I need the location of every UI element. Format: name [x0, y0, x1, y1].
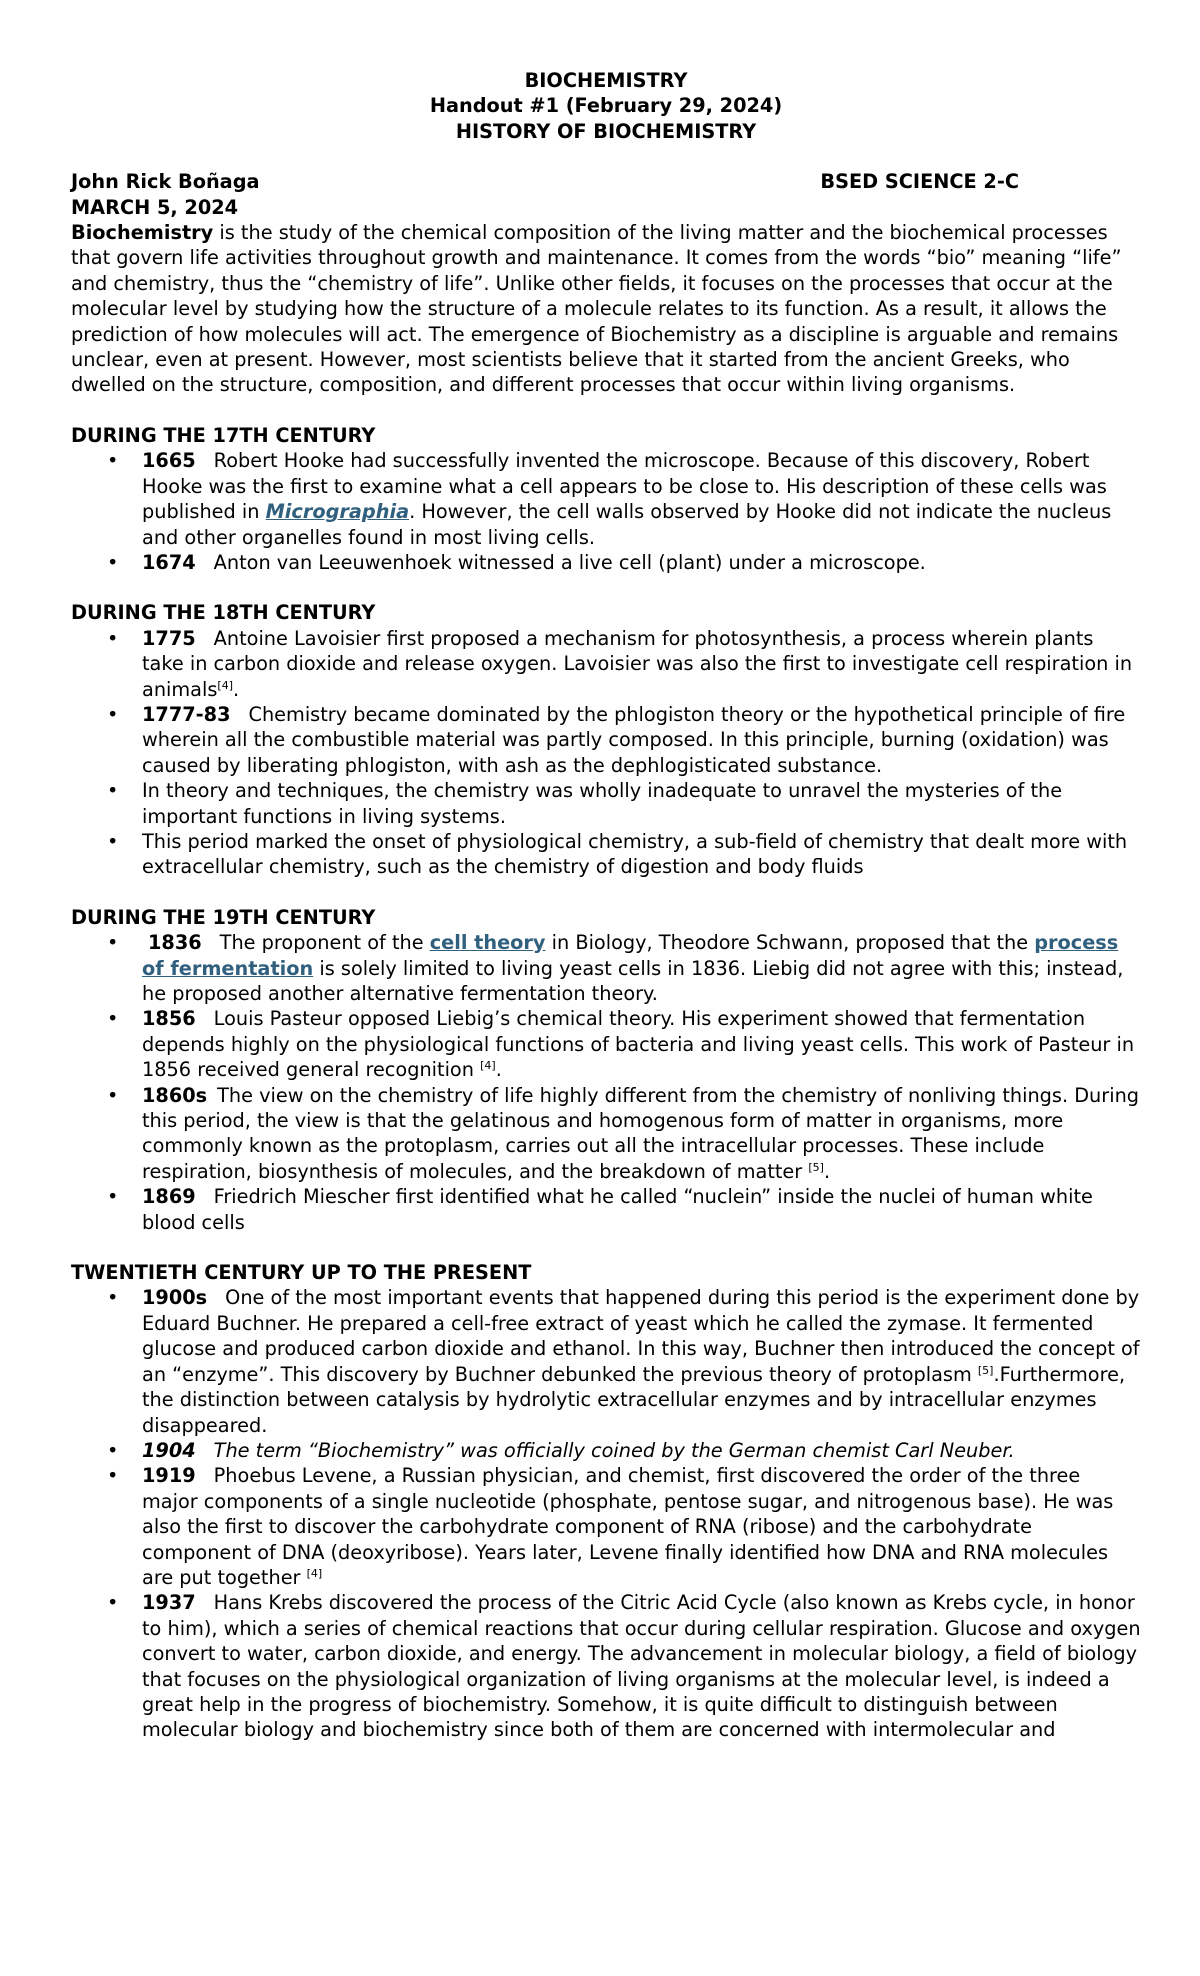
event-text: This period marked the onset of physiological chemistry, a sub-field of chemistry that dealt more with extracellular chemistry, such as the chemistry of digestion and body fluids [142, 829, 1128, 879]
course-section: BSED SCIENCE 2-C [820, 170, 1019, 194]
event-year: 1904 [142, 1438, 196, 1462]
list-item [71, 1285, 1141, 1437]
document-header [71, 68, 1141, 144]
list-19th [71, 930, 1141, 1235]
reference-mark: [4] [480, 1059, 496, 1073]
list-20th [71, 1285, 1141, 1742]
topic-title: HISTORY OF BIOCHEMISTRY [455, 119, 757, 143]
event-text: In theory and techniques, the chemistry was wholly inadequate to unravel the mysteries of the important functions in living systems. [142, 779, 1063, 828]
event-year: 1860s [142, 1083, 208, 1107]
punctuation: . [823, 1159, 831, 1183]
intro-term: Biochemistry [71, 221, 214, 245]
event-year: 1775 [142, 626, 196, 650]
intro-paragraph [71, 220, 1141, 398]
event-year: 1836 [148, 931, 202, 955]
event-text: The proponent of the [219, 931, 430, 955]
list-item [71, 626, 1141, 702]
list-item [71, 930, 1141, 1006]
event-year: 1665 [142, 449, 196, 473]
reference-mark: [5] [977, 1363, 994, 1377]
event-text: Anton van Leeuwenhoek witnessed a live cell (plant) under a microscope. [213, 550, 926, 574]
section-heading-19th: DURING THE 19TH CENTURY [71, 905, 376, 929]
reference-mark: [4] [217, 678, 233, 692]
punctuation: . [495, 1058, 502, 1082]
list-item [71, 1463, 1141, 1590]
list-item [71, 550, 1141, 575]
event-text: . However, the cell walls observed by Hooke did not indicate the nucleus and other organelles found in most living cells. [142, 500, 1112, 549]
author-name: John Rick Boñaga [71, 170, 260, 194]
micrographia-link[interactable]: Micrographia [265, 500, 410, 524]
event-year: 1919 [142, 1464, 196, 1488]
list-item [71, 1083, 1141, 1185]
handout-line: Handout #1 (February 29, 2024) [429, 94, 783, 118]
event-text: Louis Pasteur opposed Liebig’s chemical theory. His experiment showed that fermentation depends highly on the physiological functions of bacteria and living yeast cells. This work of Pasteur in 1856 received general recognition [142, 1007, 1135, 1082]
event-text: Friedrich Miescher first identified what he called “nuclein” inside the nuclei of human white blood cells [142, 1185, 1093, 1234]
submission-date: MARCH 5, 2024 [71, 195, 239, 219]
section-heading-18th: DURING THE 18TH CENTURY [71, 601, 376, 625]
list-item [71, 1590, 1141, 1742]
event-year: 1856 [142, 1007, 196, 1031]
list-item [71, 448, 1141, 550]
reference-mark: [5] [808, 1160, 824, 1174]
document-page [71, 68, 1141, 1743]
event-text: Phoebus Levene, a Russian physician, and chemist, first discovered the order of the three major components of a single nucleotide (phosphate, pentose sugar, and nitrogenous base). He was also the first to discover the carbohydrate component of RNA (ribose) and the carbohydrate component of DNA (deoxyribose). Years later, Levene finally identified how DNA and RNA molecules are put together [142, 1464, 1114, 1589]
event-text: One of the most important events that happened during this period is the experiment done by Eduard Buchner. He prepared a cell-free extract of yeast which he called the zymase. It fermented glucose and produced carbon dioxide and ethanol. In this way, Buchner then introduced the concept of an “enzyme”. This discovery by Buchner debunked the previous theory of protoplasm [142, 1286, 1140, 1386]
document-title: BIOCHEMISTRY [524, 69, 688, 92]
event-text: Antoine Lavoisier first proposed a mechanism for photosynthesis, a process wherein plants take in carbon dioxide and release oxygen. Lavoisier was also the first to investigate cell respiration in animals [142, 626, 1133, 701]
list-item [71, 1006, 1141, 1082]
event-year: 1674 [142, 550, 196, 574]
list-18th [71, 626, 1141, 880]
process-of-fermentation-link[interactable]: process of fermentation [142, 931, 1119, 980]
event-text: The term “Biochemistry” was officially coined by the German chemist Carl Neuber. [213, 1438, 1015, 1462]
event-year: 1900s [142, 1286, 208, 1310]
list-item [71, 778, 1141, 829]
event-text: is solely limited to living yeast cells in 1836. Liebig did not agree with this; instead, he proposed another alternative fermentation theory. [142, 956, 1124, 1005]
reference-mark: [4] [306, 1566, 323, 1580]
section-heading-17th: DURING THE 17TH CENTURY [71, 423, 376, 447]
event-year: 1937 [142, 1591, 196, 1615]
event-text: .Furthermore, the distinction between catalysis by hydrolytic extracellular enzymes and by intracellular enzymes disappeared. [142, 1362, 1126, 1437]
event-text: Chemistry became dominated by the phlogiston theory or the hypothetical principle of fire wherein all the combustible material was partly composed. In this principle, burning (oxidation) was caused by liberating phlogiston, with ash as the dephlogisticated substance. [142, 702, 1126, 777]
event-year: 1869 [142, 1185, 196, 1209]
punctuation: . [233, 677, 240, 701]
list-item [71, 702, 1141, 778]
list-item [71, 1438, 1141, 1463]
event-text: Hans Krebs discovered the process of the Citric Acid Cycle (also known as Krebs cycle, in honor to him), which a series of chemical reactions that occur during cellular respiration. Glucose and oxygen convert to water, carbon dioxide, and energy. The advancement in molecular biology, a field of biology that focuses on the physiological organization of living organisms at the molecular level, is indeed a great help in the progress of biochemistry. Somehow, it is quite difficult to distinguish between molecular biology and biochemistry since both of them are concerned with intermolecular and [142, 1591, 1141, 1742]
event-text: in Biology, Theodore Schwann, proposed that the [545, 931, 1035, 955]
event-year: 1777-83 [142, 702, 231, 726]
section-heading-20th: TWENTIETH CENTURY UP TO THE PRESENT [71, 1261, 532, 1285]
cell-theory-link[interactable]: cell theory [429, 931, 546, 955]
event-text: Robert Hooke had successfully invented the microscope. Because of this discovery, Robert Hooke was the first to examine what a cell appears to be close to. His description of these cells was published in [142, 449, 1107, 524]
list-item [71, 829, 1141, 880]
intro-body: is the study of the chemical composition of the living matter and the biochemical processes that govern life activities throughout growth and maintenance. It comes from the words “bio” meaning “life” and chemistry, thus the “chemistry of life”. Unlike other fields, it focuses on the processes that occur at the molecular level by studying how the structure of a molecule relates to its function. As a result, it allows the prediction of how molecules will act. The emergence of Biochemistry as a discipline is arguable and remains unclear, even at present. However, most scientists believe that it started from the ancient Greeks, who dwelled on the structure, composition, and different processes that occur within living organisms. [71, 221, 1122, 397]
list-17th [71, 448, 1141, 575]
event-text: The view on the chemistry of life highly different from the chemistry of nonliving things. During this period, the view is that the gelatinous and homogenous form of matter in organisms, more commonly known as the protoplasm, carries out all the intracellular processes. These include respiration, biosynthesis of molecules, and the breakdown of matter [142, 1083, 1140, 1183]
author-row [71, 169, 1141, 194]
list-item [71, 1184, 1141, 1235]
